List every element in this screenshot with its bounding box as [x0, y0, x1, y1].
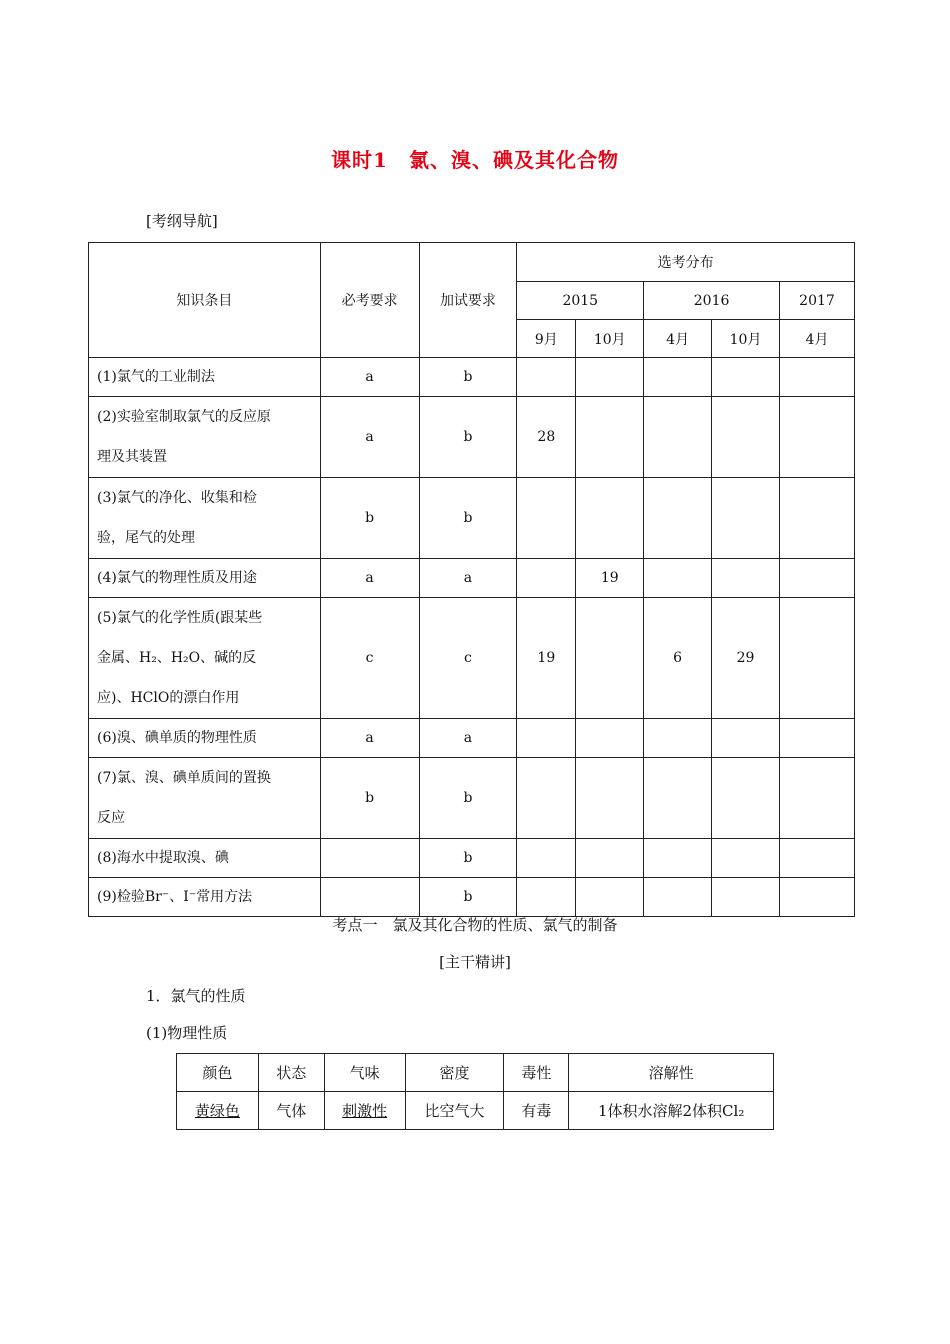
row-cell — [576, 719, 644, 758]
physical-properties-table — [176, 1053, 774, 1130]
table-row — [89, 358, 855, 397]
props-header: 溶解性 — [569, 1054, 774, 1092]
table-row — [89, 559, 855, 598]
row-cell: 28 — [517, 397, 576, 478]
table-row — [89, 478, 855, 559]
row-required — [320, 839, 419, 878]
props-header: 毒性 — [504, 1054, 569, 1092]
row-required: a — [320, 559, 419, 598]
row-item-line: (3)氯气的净化、收集和检 — [97, 490, 257, 506]
paragraph-chlorine-properties: 1．氯气的性质 — [146, 987, 246, 1005]
row-cell — [644, 559, 712, 598]
row-item-line: 理及其装置 — [97, 449, 167, 465]
row-extra: b — [419, 839, 517, 878]
props-value: 有毒 — [504, 1092, 569, 1130]
header-year-2017: 2017 — [780, 282, 855, 320]
row-item: (4)氯气的物理性质及用途 — [89, 559, 321, 598]
row-required: a — [320, 397, 419, 478]
row-item — [89, 397, 321, 478]
row-extra: b — [419, 358, 517, 397]
row-cell — [712, 559, 780, 598]
table-row — [89, 719, 855, 758]
row-item-line: 应)、HClO的漂白作用 — [97, 690, 240, 706]
header-month: 10月 — [576, 320, 644, 358]
row-extra: c — [419, 598, 517, 719]
row-cell — [780, 559, 855, 598]
row-cell — [780, 719, 855, 758]
header-month: 4月 — [780, 320, 855, 358]
row-item: (1)氯气的工业制法 — [89, 358, 321, 397]
row-cell — [644, 397, 712, 478]
row-item-line: (2)实验室制取氯气的反应原 — [97, 409, 271, 425]
header-required: 必考要求 — [320, 243, 419, 358]
row-cell — [644, 878, 712, 917]
header-item: 知识条目 — [89, 243, 321, 358]
row-cell — [644, 478, 712, 559]
row-extra: b — [419, 478, 517, 559]
row-cell — [780, 878, 855, 917]
row-required — [320, 878, 419, 917]
section-subheading: [主干精讲] — [439, 953, 511, 971]
row-cell — [712, 878, 780, 917]
row-cell — [576, 478, 644, 559]
row-cell — [644, 839, 712, 878]
row-extra: a — [419, 719, 517, 758]
header-year-2015: 2015 — [517, 282, 644, 320]
table-row — [89, 397, 855, 478]
section-heading: 考点一 氯及其化合物的性质、氯气的制备 — [332, 916, 618, 934]
props-value: 气体 — [258, 1092, 324, 1130]
row-cell — [576, 397, 644, 478]
row-extra: a — [419, 559, 517, 598]
row-item: (6)溴、碘单质的物理性质 — [89, 719, 321, 758]
row-cell — [780, 758, 855, 839]
table-row — [89, 839, 855, 878]
props-header: 气味 — [324, 1054, 405, 1092]
row-cell — [576, 758, 644, 839]
row-item-line: (5)氯气的化学性质(跟某些 — [97, 610, 263, 626]
row-cell — [712, 839, 780, 878]
row-item-line: 金属、H₂、H₂O、碱的反 — [97, 650, 257, 666]
header-year-2016: 2016 — [644, 282, 780, 320]
row-required: a — [320, 719, 419, 758]
row-cell — [517, 758, 576, 839]
row-cell — [576, 598, 644, 719]
syllabus-table — [88, 242, 855, 917]
row-cell — [644, 358, 712, 397]
row-cell — [780, 397, 855, 478]
row-item — [89, 598, 321, 719]
row-cell — [780, 358, 855, 397]
row-cell — [712, 478, 780, 559]
row-cell — [517, 478, 576, 559]
row-required: b — [320, 478, 419, 559]
props-value: 1体积水溶解2体积Cl₂ — [569, 1092, 774, 1130]
row-cell — [517, 878, 576, 917]
row-cell — [780, 839, 855, 878]
row-cell — [644, 758, 712, 839]
props-value — [324, 1092, 405, 1130]
page-title: 课时1 氯、溴、碘及其化合物 — [331, 148, 619, 172]
table-row — [89, 878, 855, 917]
row-cell — [780, 598, 855, 719]
row-extra: b — [419, 758, 517, 839]
row-extra: b — [419, 397, 517, 478]
props-header: 颜色 — [177, 1054, 259, 1092]
row-item — [89, 478, 321, 559]
row-required: b — [320, 758, 419, 839]
row-cell — [712, 719, 780, 758]
row-cell — [517, 358, 576, 397]
row-cell — [712, 758, 780, 839]
row-item-line: (7)氯、溴、碘单质间的置换 — [97, 770, 271, 786]
row-cell: 19 — [517, 598, 576, 719]
row-item-line: 反应 — [97, 810, 125, 826]
row-cell — [712, 397, 780, 478]
row-cell: 6 — [644, 598, 712, 719]
row-cell — [517, 839, 576, 878]
row-required: a — [320, 358, 419, 397]
props-odor-value: 刺激性 — [342, 1102, 388, 1120]
row-cell — [576, 878, 644, 917]
props-header: 状态 — [258, 1054, 324, 1092]
row-item: (9)检验Br⁻、I⁻常用方法 — [89, 878, 321, 917]
table-row — [89, 758, 855, 839]
row-cell: 19 — [576, 559, 644, 598]
header-extra: 加试要求 — [419, 243, 517, 358]
header-month: 4月 — [644, 320, 712, 358]
row-cell — [517, 559, 576, 598]
row-cell: 29 — [712, 598, 780, 719]
row-item-line: 验，尾气的处理 — [97, 530, 195, 546]
row-cell — [517, 719, 576, 758]
header-month: 9月 — [517, 320, 576, 358]
row-item — [89, 758, 321, 839]
header-distribution: 选考分布 — [517, 243, 855, 282]
paragraph-physical-properties: (1)物理性质 — [146, 1024, 228, 1042]
row-cell — [712, 358, 780, 397]
row-required: c — [320, 598, 419, 719]
header-month: 10月 — [712, 320, 780, 358]
props-value: 比空气大 — [405, 1092, 504, 1130]
row-cell — [576, 839, 644, 878]
props-value — [177, 1092, 259, 1130]
row-cell — [644, 719, 712, 758]
props-header: 密度 — [405, 1054, 504, 1092]
row-cell — [576, 358, 644, 397]
row-cell — [780, 478, 855, 559]
row-extra: b — [419, 878, 517, 917]
props-color-value: 黄绿色 — [194, 1102, 240, 1120]
table-row — [89, 598, 855, 719]
syllabus-nav-label: [考纲导航] — [146, 212, 218, 230]
row-item: (8)海水中提取溴、碘 — [89, 839, 321, 878]
